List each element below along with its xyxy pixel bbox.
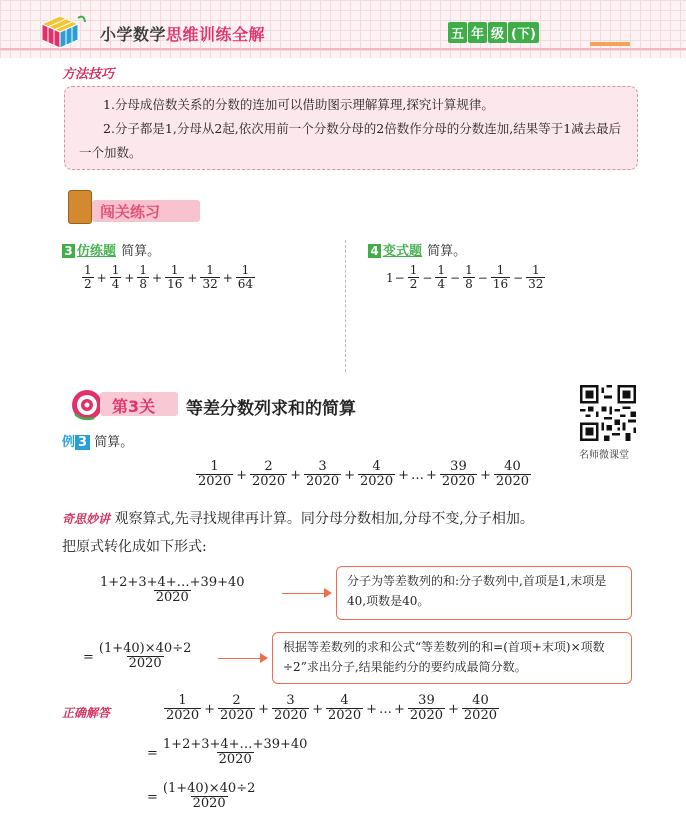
q4-instruction: 简算。 [427,244,467,259]
denominator: 2020 [274,708,308,724]
operator: + [398,467,409,483]
operator: + [366,701,377,717]
level-label: 第3关 [112,397,156,416]
method-tip-2: 2.分子都是1,分母从2起,依次用前一个分数分母的2倍数作分母的分数连加,结果等于1减去最后一个加数。 [79,121,622,160]
numerator: 2 [232,693,241,708]
solution-line-2 [146,738,311,768]
step2-fraction [97,642,193,672]
header-divider [0,48,686,50]
method-tip-1: 1.分母成倍数关系的分数的连加可以借助图示理解算理,探究计算规律。 [103,97,494,112]
example-number: 3 [75,435,90,450]
example-label [62,431,133,450]
numerator: 40 [472,693,489,708]
q4-expression [386,264,547,292]
step1-expression [96,576,249,606]
method-title: 方法技巧 [62,67,115,82]
operator: + [480,467,491,483]
denominator: 2020 [495,474,529,490]
q3-number: 3 [62,244,75,258]
numerator: 1 [531,263,540,277]
q3-type: 仿练题 [77,244,117,259]
numerator: 1 [241,263,250,277]
qr-caption: 名师微课堂 [579,450,629,461]
fraction-term [196,460,233,490]
level-title: 等差分数列求和的简算 [186,399,356,419]
solution-line-2-fraction [161,738,310,768]
fraction-term [272,694,309,724]
numerator: 3 [286,693,295,708]
solution-line-3-denominator: 2020 [192,796,226,812]
solution-line-3-equals: = [147,789,158,805]
denominator: 64 [237,277,254,292]
solution-line-3-fraction [161,782,257,812]
grade-badge [448,22,540,43]
numerator: 4 [340,693,349,708]
operator: − [450,270,461,285]
ellipsis: … [379,701,392,717]
operator: + [152,270,163,285]
denominator: 2020 [441,474,475,490]
step2-numerator: (1+40)×40÷2 [98,641,192,656]
example-instruction: 简算。 [94,435,134,450]
column-divider [345,240,346,372]
fraction-term [304,460,341,490]
qr-code-icon [580,385,636,441]
fraction-term [491,264,510,292]
fraction-term [200,264,219,292]
denominator: 2020 [463,708,497,724]
practice-banner [64,188,204,226]
operator: − [513,270,524,285]
solution-line-1 [162,694,501,724]
denominator: 2020 [328,708,362,724]
operator: + [96,270,107,285]
solution-line-3 [146,782,259,812]
grade-underline [590,42,630,46]
hint-text-1: 观察算式,先寻找规律再计算。同分母分数相加,分母不变,分子相加。 [114,511,534,527]
arrow-1-line [282,593,326,594]
fraction-term [137,264,149,292]
grade-char: (下) [508,22,539,43]
denominator: 16 [492,277,509,292]
numerator: 39 [418,693,435,708]
fraction-term [326,694,363,724]
solution-line-2-equals: = [147,745,158,761]
denominator: 2020 [306,474,340,490]
fraction-term [218,694,255,724]
operator: − [477,270,488,285]
numerator: 1 [210,459,219,474]
q3-expression [80,264,257,292]
fraction-term [408,694,445,724]
fraction-term [526,264,545,292]
fraction-term [164,694,201,724]
rubik-cube-icon [38,14,86,50]
operator: + [187,270,198,285]
callout-1: 分子为等差数列的和:分子数列中,首项是1,末项是40,项数是40。 [336,566,632,620]
q4-number: 4 [368,244,381,258]
numerator: 1 [409,263,418,277]
hint-line-1 [62,508,534,530]
grade-char: 五 [448,22,467,43]
denominator: 2020 [409,708,443,724]
denominator: 4 [111,277,120,292]
solution-label: 正确解答 [62,706,111,720]
numerator: 1 [437,263,446,277]
operator: + [258,701,269,717]
arrow-1-head [324,588,332,598]
denominator: 2020 [198,474,232,490]
numerator: 3 [318,459,327,474]
denominator: 32 [528,277,544,292]
denominator: 2020 [220,708,254,724]
callout-2: 根据等差数列的求和公式“等差数列的和=(首项+末项)×项数÷2”求出分子,结果能约分的要约成最简分数。 [272,632,632,684]
denominator: 32 [202,277,218,292]
step2-equals: = [83,649,94,665]
practice-label: 闯关练习 [100,203,161,221]
fraction-term [358,460,395,490]
series-name: 小学数学 [100,25,167,44]
step1-denominator: 2020 [155,590,189,606]
denominator: 8 [139,277,148,292]
solution-line-2-denominator: 2020 [218,752,252,768]
numerator: 1 [111,263,120,277]
step1-numerator: 1+2+3+4+…+39+40 [100,575,245,590]
operator: + [236,467,247,483]
fraction-term [462,694,499,724]
numerator: 4 [372,459,381,474]
numerator: 2 [264,459,273,474]
operator: − [394,270,405,285]
operator: + [124,270,135,285]
numerator: 39 [450,459,467,474]
fraction-term [110,264,122,292]
operator: + [426,467,437,483]
numerator: 1 [206,263,214,277]
step1-fraction [98,576,247,606]
operator: + [222,270,233,285]
operator: − [422,270,433,285]
numerator: 1 [139,263,148,277]
fraction-term [435,264,447,292]
fraction-term [463,264,475,292]
hint-label: 奇思妙讲 [62,512,111,526]
fraction-term [440,460,477,490]
target-icon [70,388,104,422]
arrow-2-line [218,658,262,659]
example-expression [194,460,533,490]
grade-char: 年 [468,22,487,43]
fraction-term [494,460,531,490]
hint-text-2: 把原式转化成如下形式: [62,539,207,555]
numerator: 1 [465,263,473,277]
numerator: 1 [496,263,505,277]
book-title [100,22,265,45]
fraction-term [236,264,255,292]
numerator: 1 [178,693,187,708]
book-title-accent: 思维训练全解 [166,25,266,44]
q3-header [62,240,160,259]
operator: + [344,467,355,483]
fraction-term [82,264,94,292]
numerator: 40 [504,459,521,474]
step2-denominator: 2020 [128,656,162,672]
operator: + [394,701,405,717]
grade-char: 级 [488,22,507,43]
denominator: 8 [465,277,473,292]
denominator: 4 [437,277,446,292]
denominator: 2 [409,277,418,292]
q3-instruction: 简算。 [121,244,161,259]
arrow-2-head [260,653,268,663]
fraction-term [408,264,420,292]
operator: + [312,701,323,717]
ellipsis: … [411,467,424,483]
solution-line-3-numerator: (1+40)×40÷2 [162,781,256,796]
operator: + [290,467,301,483]
q4-lead: 1 [386,270,394,285]
denominator: 16 [167,277,183,292]
operator: + [448,701,459,717]
example-tag: 例 [62,435,76,450]
q4-type: 变式题 [383,244,423,259]
solution-line-2-numerator: 1+2+3+4+…+39+40 [162,737,308,752]
q4-header [368,240,466,259]
book-icon [68,190,92,224]
denominator: 2020 [360,474,394,490]
numerator: 1 [170,263,179,277]
denominator: 2 [84,277,92,292]
denominator: 2020 [252,474,286,490]
fraction-term [250,460,287,490]
numerator: 1 [84,263,92,277]
denominator: 2020 [166,708,200,724]
step2-expression [82,642,195,672]
operator: + [204,701,215,717]
fraction-term [165,264,184,292]
method-box [64,86,638,170]
